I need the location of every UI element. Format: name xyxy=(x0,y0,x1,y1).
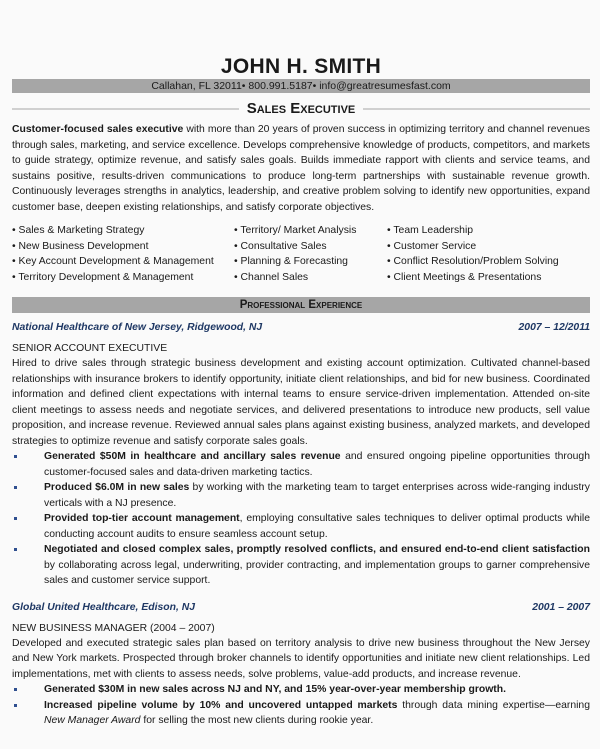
achievement-item xyxy=(12,698,590,729)
achievement-text: and ensured ongoing pipeline opportunities through customer-focused sales and data-driven marketing tactics. xyxy=(44,451,590,478)
achievement-text: by collaborating across legal, underwriting, provider contracting, and implementation groups to garner comprehensive sales and customer service support. xyxy=(44,559,590,586)
job-company: Global United Healthcare, Edison, NJ xyxy=(12,601,196,613)
skill-item: • Team Leadership xyxy=(387,223,559,239)
section-heading-experience: Professional Experience xyxy=(12,297,590,313)
achievement-bold: Increased pipeline volume by 10% and uncovered untapped markets xyxy=(44,699,398,711)
job-company: National Healthcare of New Jersey, Ridgewood, NJ xyxy=(12,322,263,333)
job-entry xyxy=(12,601,590,729)
achievement-item xyxy=(12,542,590,589)
job-role: SENIOR ACCOUNT EXECUTIVE xyxy=(12,343,168,354)
achievement-bold: Negotiated and closed complex sales, promptly resolved conflicts, and ensured end-to-end client satisfaction xyxy=(44,544,590,555)
skills-list xyxy=(12,223,590,285)
achievement-text: , employing consultative sales techniques to deliver optimal products while conducting account audits to ensure seamless account setup. xyxy=(44,513,590,540)
skill-item: • Customer Service xyxy=(387,239,559,255)
job-description: Developed and executed strategic sales plan based on territory analysis to drive new business throughout the New Jersey and New York markets. Prospected through broker channels to identify opportunities and initiate new client relationships. Led implementations, met with clients to assess needs, solve problems, value-add products, and increase revenue. xyxy=(12,637,590,680)
achievement-bold: Generated $30M in new sales across NJ and NY, and 15% year-over-year membership growth. xyxy=(44,684,506,695)
skill-item: • Conflict Resolution/Problem Solving xyxy=(387,254,559,270)
job-company-row xyxy=(12,601,590,615)
skill-item: • New Business Development xyxy=(12,239,234,255)
job-dates: 2007 – 12/2011 xyxy=(518,322,590,333)
achievement-text: by working with the marketing team to target enterprises across wide-ranging industry verticals with a NJ presence. xyxy=(44,482,590,509)
headline-title: Sales Executive xyxy=(246,100,356,117)
job-role: NEW BUSINESS MANAGER (2004 – 2007) xyxy=(12,622,215,634)
divider xyxy=(363,108,590,110)
skills-column xyxy=(387,223,559,285)
achievement-text: for selling the most new clients during rookie year. xyxy=(140,715,374,726)
achievement-bold: Generated $50M in healthcare and ancillary sales revenue xyxy=(44,451,341,462)
skill-item: • Territory/ Market Analysis xyxy=(234,223,387,239)
skill-item: • Territory Development & Management xyxy=(12,270,234,286)
job-company-row xyxy=(12,321,590,335)
skill-item: • Channel Sales xyxy=(234,270,387,286)
skills-column xyxy=(234,223,387,285)
achievement-item xyxy=(12,682,590,698)
headline-row xyxy=(12,99,590,119)
skill-item: • Key Account Development & Management xyxy=(12,254,234,270)
divider xyxy=(12,108,239,110)
job-dates: 2001 – 2007 xyxy=(532,601,590,613)
skill-item: • Consultative Sales xyxy=(234,239,387,255)
achievement-bold: Produced $6.0M in new sales xyxy=(44,482,190,493)
achievement-text: through data mining expertise—earning xyxy=(397,699,590,711)
job-entry xyxy=(12,321,590,589)
award-name: New Manager Award xyxy=(44,715,141,726)
summary-lead: Customer-focused sales executive xyxy=(12,124,184,135)
achievement-item xyxy=(12,511,590,542)
achievement-item xyxy=(12,449,590,480)
skill-item: • Planning & Forecasting xyxy=(234,254,387,270)
job-achievements xyxy=(12,682,590,729)
achievement-bold: Provided top-tier account management xyxy=(44,513,240,524)
candidate-name: JOHN H. SMITH xyxy=(220,55,382,78)
job-achievements xyxy=(12,449,590,589)
skill-item: • Client Meetings & Presentations xyxy=(387,270,559,286)
summary-paragraph xyxy=(12,122,590,215)
contact-bar: Callahan, FL 32011• 800.991.5187• info@greatresumesfast.com xyxy=(12,79,590,93)
achievement-item xyxy=(12,480,590,511)
skill-item: • Sales & Marketing Strategy xyxy=(12,223,234,239)
summary-text: with more than 20 years of proven success in optimizing territory and channel revenues through sales, marketing, and service excellence. Develops comprehensive knowledge of products, competitors, and markets to guide strategy, optimize revenue, and satisfy sales goals. Builds immediate rapport with clients and service teams, and sustains positive, results-driven communications to produce long-term partnerships with sustainable revenue growth. Continuously leverages strengths in analytics, leadership, and creative problem solving to identify new opportunities, expand customer base, deepen existing relationships, and satisfy corporate objectives. xyxy=(12,124,590,213)
skills-column xyxy=(12,223,234,285)
job-description: Hired to drive sales through strategic business development and existing account optimization. Cultivated channel-based relationships with insurance brokers to identify opportunity, initiate client relationships, and bid for new business. Coordinated information and defined client expectations with internal teams to ensure service-driven implementation. Attended on-site client meetings to assess needs and negotiate services, and delivered presentations to introduce new products, sell value proposition, and increase revenue. Reviewed annual sales plans against existing business, analyzed markets, and developed strategies to optimize revenue and satisfy corporate sales goals. xyxy=(12,358,590,447)
